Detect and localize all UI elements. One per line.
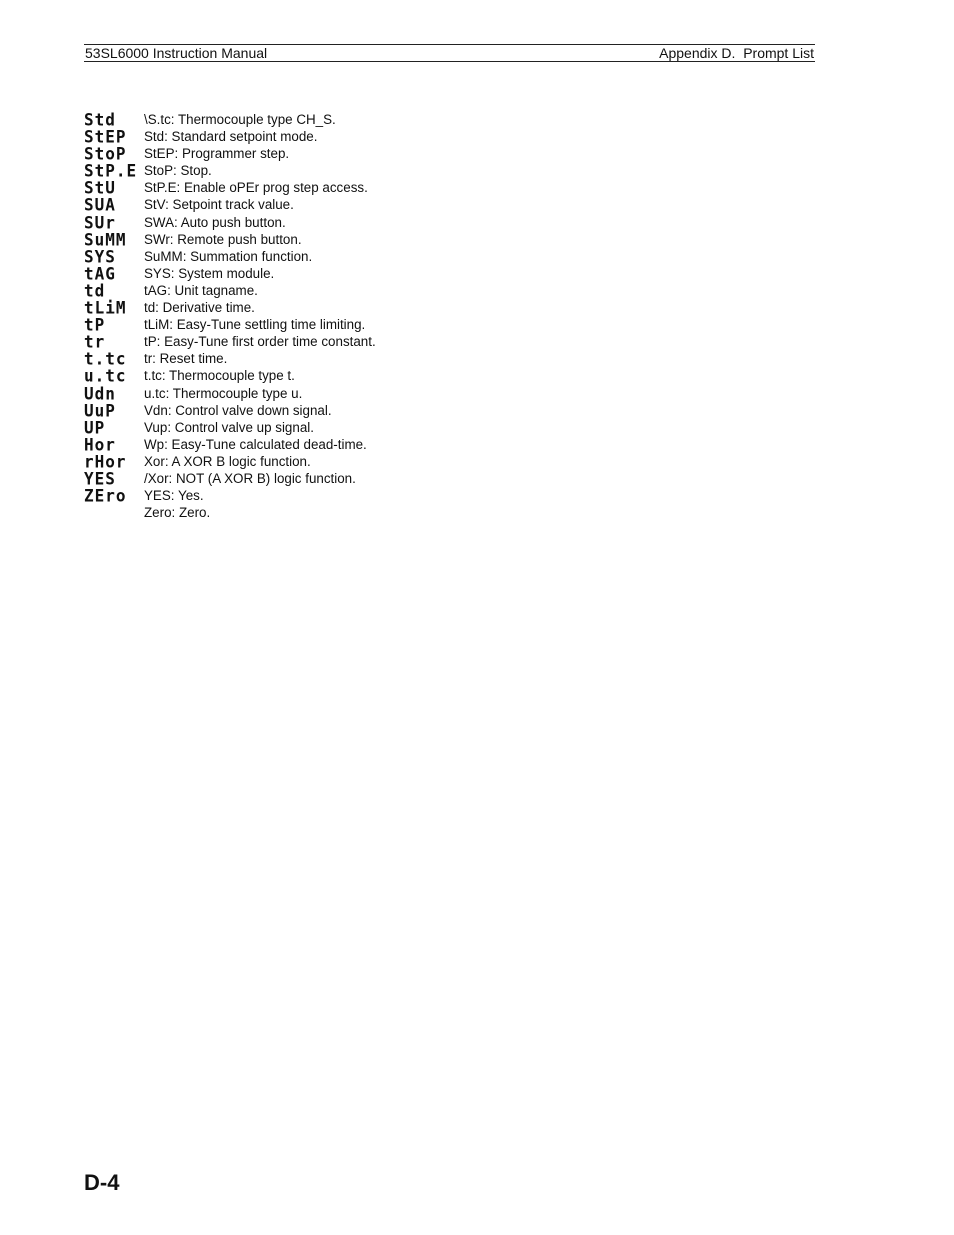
prompt-entry: Wp: Easy-Tune calculated dead-time.: [144, 436, 367, 452]
display-glyph: StoP: [84, 144, 127, 165]
prompt-entry: /Xor: NOT (A XOR B) logic function.: [144, 470, 356, 486]
prompt-entry: Std: Standard setpoint mode.: [144, 129, 318, 145]
prompt-entry: StV: Setpoint track value.: [144, 197, 294, 213]
prompt-entry: StP.E: Enable oPEr prog step access.: [144, 180, 368, 196]
display-glyph: Udn: [84, 383, 116, 404]
prompt-entry: u.tc: Thermocouple type u.: [144, 385, 303, 401]
display-glyph: YES: [84, 468, 116, 489]
prompt-entry: Vdn: Control valve down signal.: [144, 402, 332, 418]
display-glyph: tr: [84, 332, 106, 353]
display-glyph: SUA: [84, 195, 116, 216]
page-number: D-4: [84, 1170, 120, 1195]
section-title: Appendix D. Prompt List: [659, 45, 814, 61]
display-glyph: u.tc: [84, 366, 127, 387]
prompt-list: [144, 111, 544, 521]
prompt-entry: tP: Easy-Tune first order time constant.: [144, 334, 376, 350]
prompt-entry: tLiM: Easy-Tune settling time limiting.: [144, 317, 366, 333]
prompt-entry: SYS: System module.: [144, 265, 275, 281]
manual-title: 53SL6000 Instruction Manual: [85, 45, 268, 61]
display-glyph: StU: [84, 178, 116, 199]
display-glyph: Std: [84, 109, 116, 130]
prompt-entry: StEP: Programmer step.: [144, 146, 290, 162]
display-glyph: tAG: [84, 263, 116, 284]
prompt-entry: Vup: Control valve up signal.: [144, 419, 314, 435]
display-glyph: StEP: [84, 127, 127, 147]
prompt-entry: t.tc: Thermocouple type t.: [144, 368, 295, 384]
display-glyph: StP.E: [84, 161, 138, 182]
display-glyph: SuMM: [84, 229, 127, 250]
display-glyph: UuP: [84, 400, 116, 421]
display-glyph: SYS: [84, 246, 116, 267]
header-rule-bottom: [84, 61, 815, 62]
prompt-entry: SWr: Remote push button.: [144, 231, 302, 247]
prompt-entry: Zero: Zero.: [144, 505, 211, 521]
display-glyph: tP: [84, 315, 106, 336]
prompt-entry: tr: Reset time.: [144, 351, 228, 367]
display-glyph: t.tc: [84, 349, 127, 370]
prompt-entry: \S.tc: Thermocouple type CH_S.: [144, 112, 336, 127]
display-glyph: td: [84, 280, 106, 301]
display-glyph: rHor: [84, 451, 127, 472]
prompt-entry: Xor: A XOR B logic function.: [144, 453, 311, 469]
prompt-entry: SuMM: Summation function.: [144, 248, 313, 264]
prompt-entry: td: Derivative time.: [144, 300, 255, 316]
display-glyph: ZEro: [84, 486, 127, 506]
display-glyph: Hor: [84, 434, 116, 455]
display-glyph: UP: [84, 417, 106, 438]
prompt-entry: SWA: Auto push button.: [144, 214, 286, 230]
display-glyph: tLiM: [84, 297, 127, 318]
prompt-entry: tAG: Unit tagname.: [144, 282, 258, 298]
prompt-entry: StoP: Stop.: [144, 163, 212, 179]
display-glyph-column: [84, 111, 139, 504]
display-glyph: SUr: [84, 212, 116, 233]
prompt-entry: YES: Yes.: [144, 488, 204, 504]
